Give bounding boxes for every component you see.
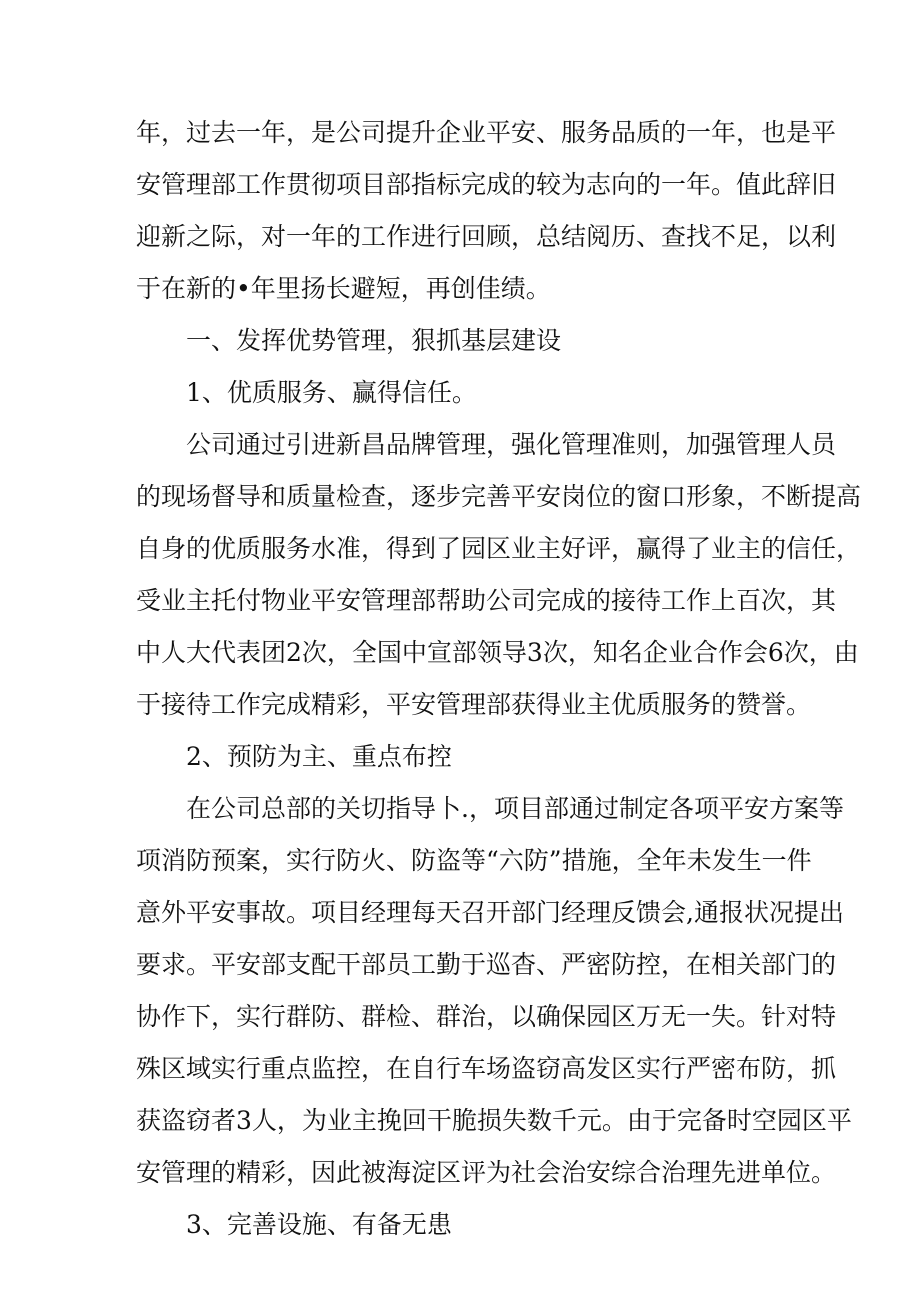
paragraph-line: 公司通过引进新昌品牌管理，强化管理准则，加强管理人员 xyxy=(186,430,837,459)
paragraph-line: 意外平安事故。项目经理每天召开部门经理反馈会,通报状况提出 xyxy=(136,898,844,927)
paragraph-line: 受业主托付物业平安管理部帮助公司完成的接待工作上百次，其 xyxy=(136,586,837,615)
paragraph-line: 中人大代表团2次，全国中宣部领导3次，知名企业合作会6次，由 xyxy=(136,638,859,667)
paragraph-line: 于在新的•年里扬长避短，再创佳绩。 xyxy=(136,274,551,303)
document-body xyxy=(136,107,862,1251)
paragraph-line: 协作下，实行群防、群检、群治，以确保园区万无一失。针对特 xyxy=(136,1002,837,1031)
paragraph-line: 殊区域实行重点监控，在自行车场盗窃高发区实行严密布防，抓 xyxy=(136,1054,837,1083)
subsection-heading: 3、完善设施、有备无患 xyxy=(186,1210,452,1239)
paragraph-line: 于接待工作完成精彩，平安管理部获得业主优质服务的赞誉。 xyxy=(136,690,812,719)
paragraph-line: 年，过去一年，是公司提升企业平安、服务品质的一年，也是平 xyxy=(136,118,837,147)
paragraph-line: 的现场督导和质量检查，逐步完善平安岗位的窗口形象，不断提高 xyxy=(136,482,862,511)
subsection-heading: 1、优质服务、赢得信任。 xyxy=(186,378,477,407)
paragraph-line: 获盗窃者3人，为业主挽回干脆损失数千元。由于完备时空园区平 xyxy=(136,1106,852,1135)
paragraph-line: 自身的优质服务水准，得到了园区业主好评，赢得了业主的信任， xyxy=(136,534,862,563)
paragraph-line: 要求。平安部支配干部员工勤于巡杳、严密防控，在相关部门的 xyxy=(136,950,837,979)
subsection-heading: 2、预防为主、重点布控 xyxy=(186,742,452,771)
paragraph-line: 在公司总部的关切指导卜.，项目部通过制定各项平安方案等 xyxy=(186,794,844,823)
paragraph-line: 安管理的精彩，因此被海淀区评为社会治安综合治理先进单位。 xyxy=(136,1158,837,1187)
paragraph-line: 项消防预案，实行防火、防盗等“六防”措施，全年未发生一件 xyxy=(136,846,812,875)
paragraph-line: 迎新之际，对一年的工作进行回顾，总结阅历、查找不足，以利 xyxy=(136,222,837,251)
paragraph-line: 安管理部工作贯彻项目部指标完成的较为志向的一年。值此辞旧 xyxy=(136,170,837,199)
section-heading: 一、发挥优势管理，狠抓基层建设 xyxy=(186,326,562,355)
